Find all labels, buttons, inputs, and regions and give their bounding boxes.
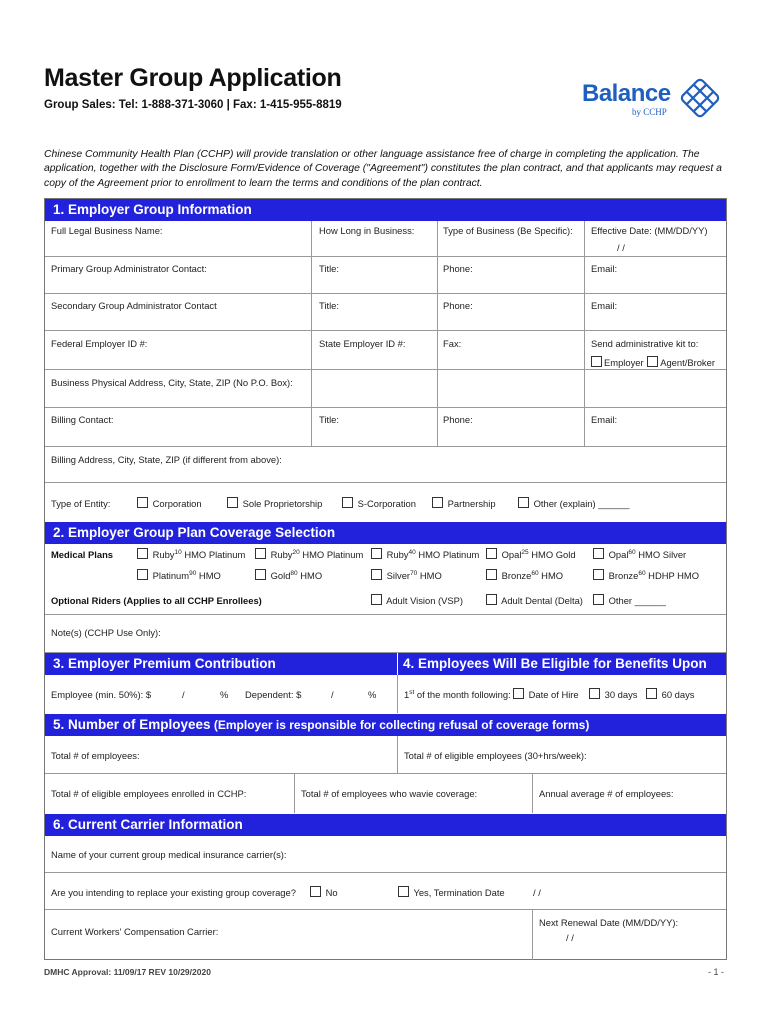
kit-employer-option[interactable]: Employer Agent/Broker (591, 356, 715, 369)
section-1-header: 1. Employer Group Information (45, 199, 726, 221)
plan-bronze60-hdhp-option[interactable]: Bronze$^{60}$ HDHP HMO (593, 569, 699, 582)
row-divider (45, 407, 726, 408)
annual-average-field[interactable]: Annual average # of employees: (539, 788, 674, 799)
federal-id-field[interactable]: Federal Employer ID #: (51, 338, 148, 349)
checkbox[interactable] (593, 594, 604, 605)
total-employees-field[interactable]: Total # of employees: (51, 750, 140, 761)
rider-vision-option[interactable]: Adult Vision (VSP) (371, 594, 463, 607)
plan-silver70-option[interactable]: Silver$^{70}$ HMO (371, 569, 442, 582)
row-divider (45, 446, 726, 447)
eligibility-60-days-option[interactable]: 60 days (646, 688, 694, 701)
percent-sign: % (368, 689, 377, 700)
kit-employer-checkbox[interactable] (591, 356, 602, 367)
employee-contribution-field[interactable]: Employee (min. 50%): $ (51, 689, 152, 700)
plan-opal60-option[interactable]: Opal$^{60}$ HMO Silver (593, 548, 686, 561)
divider (294, 773, 295, 813)
checkbox[interactable] (137, 548, 148, 559)
checkbox[interactable] (137, 497, 148, 508)
entity-partnership-option[interactable]: Partnership (432, 497, 496, 510)
primary-email-field[interactable]: Email: (591, 263, 618, 274)
checkbox[interactable] (371, 594, 382, 605)
plan-platinum90-option[interactable]: Platinum$^{90}$ HMO (137, 569, 221, 582)
plan-ruby40-option[interactable]: Ruby$^{40}$ HMO Platinum (371, 548, 479, 561)
primary-phone-field[interactable]: Phone: (443, 263, 473, 274)
plan-ruby10-option[interactable]: Ruby$^{10}$ HMO Platinum (137, 548, 245, 561)
fax-field[interactable]: Fax: (443, 338, 462, 349)
checkbox[interactable] (589, 688, 600, 699)
row-divider (45, 872, 726, 873)
rider-dental-option[interactable]: Adult Dental (Delta) (486, 594, 583, 607)
page-title: Master Group Application (44, 64, 342, 92)
intro-paragraph: Chinese Community Health Plan (CCHP) will provide translation or other language assistance free of charge in completing the application. The application, together with the Disclosure Form/Evidence of Coverage ("Agreement") constitutes the plan contract, and that applicants may request a copy of the Agreement prior to enrollment to learn the terms and conditions of the plan contract. (44, 149, 722, 189)
plan-bronze60-option[interactable]: Bronze$^{60}$ HMO (486, 569, 563, 582)
primary-title-field[interactable]: Title: (319, 263, 339, 274)
primary-admin-field[interactable]: Primary Group Administrator Contact: (51, 263, 207, 274)
checkbox[interactable] (513, 688, 524, 699)
checkbox[interactable] (593, 569, 604, 580)
checkbox[interactable] (398, 886, 409, 897)
application-form (44, 198, 727, 960)
physical-address-field[interactable]: Business Physical Address, City, State, ZIP (No P.O. Box): (51, 377, 293, 388)
replace-yes-option[interactable]: Yes, Termination Date (398, 886, 505, 899)
row-divider (45, 369, 726, 370)
checkbox[interactable] (486, 548, 497, 559)
billing-contact-field[interactable]: Billing Contact: (51, 414, 114, 425)
group-sales-contact: Group Sales: Tel: 1-888-371-3060 | Fax: 1-415-955-8819 (44, 99, 342, 111)
logo-byline: by CCHP (632, 107, 667, 117)
balance-logo (580, 78, 720, 122)
divider (532, 773, 533, 813)
type-of-business-field[interactable]: Type of Business (Be Specific): (443, 225, 573, 236)
entity-other-option[interactable]: Other (explain) ______ (518, 497, 630, 510)
section-6-header: 6. Current Carrier Information (45, 814, 726, 836)
entity-type-label: Type of Entity: (51, 498, 111, 509)
checkbox[interactable] (371, 548, 382, 559)
plan-ruby20-option[interactable]: Ruby$^{20}$ HMO Platinum (255, 548, 363, 561)
replace-no-option[interactable]: No (310, 886, 338, 899)
section-5-header: 5. Number of Employees (Employer is responsible for collecting refusal of coverage forms) (45, 714, 726, 736)
carrier-name-field[interactable]: Name of your current group medical insurance carrier(s): (51, 849, 287, 860)
checkbox[interactable] (137, 569, 148, 580)
divider (397, 736, 398, 773)
row-divider (45, 909, 726, 910)
secondary-email-field[interactable]: Email: (591, 300, 618, 311)
checkbox[interactable] (646, 688, 657, 699)
divider (311, 407, 312, 446)
secondary-phone-field[interactable]: Phone: (443, 300, 473, 311)
legal-name-field[interactable]: Full Legal Business Name: (51, 225, 163, 236)
termination-date-slashes: / / (533, 887, 541, 898)
notes-field[interactable]: Note(s) (CCHP Use Only): (51, 627, 161, 638)
workers-comp-field[interactable]: Current Workers' Compensation Carrier: (51, 926, 219, 937)
billing-phone-field[interactable]: Phone: (443, 414, 473, 425)
row-divider (45, 293, 726, 294)
row-divider (45, 482, 726, 483)
row-divider (45, 330, 726, 331)
page-number: - 1 - (708, 967, 725, 977)
diamond-lattice-icon (680, 78, 720, 118)
send-kit-label: Send administrative kit to: (591, 338, 699, 349)
billing-email-field[interactable]: Email: (591, 414, 618, 425)
state-id-field[interactable]: State Employer ID #: (319, 338, 406, 349)
divider (437, 407, 438, 446)
enrolled-employees-field[interactable]: Total # of eligible employees enrolled in CCHP: (51, 788, 247, 799)
entity-sole-prop-option[interactable]: Sole Proprietorship (227, 497, 322, 510)
divider (437, 221, 438, 407)
section-3-header: 3. Employer Premium Contribution (45, 653, 397, 675)
dmhc-approval: DMHC Approval: 11/09/17 REV 10/29/2020 (44, 967, 211, 977)
billing-title-field[interactable]: Title: (319, 414, 339, 425)
row-divider (45, 773, 726, 774)
row-divider (45, 256, 726, 257)
checkbox[interactable] (486, 569, 497, 580)
checkbox[interactable] (255, 548, 266, 559)
percent-sign: % (220, 689, 229, 700)
divider (397, 675, 398, 713)
eligible-employees-field[interactable]: Total # of eligible employees (30+hrs/week): (404, 750, 587, 761)
checkbox[interactable] (371, 569, 382, 580)
entity-corporation-option[interactable]: Corporation (137, 497, 202, 510)
divider (584, 407, 585, 446)
checkbox[interactable] (486, 594, 497, 605)
secondary-title-field[interactable]: Title: (319, 300, 339, 311)
divider (532, 909, 533, 960)
medical-plans-label: Medical Plans (51, 549, 114, 560)
waive-coverage-field[interactable]: Total # of employees who wavie coverage: (301, 788, 478, 799)
optional-riders-label: Optional Riders (Applies to all CCHP Enrollees) (51, 595, 262, 606)
kit-agent-checkbox[interactable] (647, 356, 658, 367)
dependent-contribution-field[interactable]: Dependent: $ (245, 689, 302, 700)
checkbox[interactable] (432, 497, 443, 508)
renewal-date-field[interactable]: Next Renewal Date (MM/DD/YY): (539, 917, 679, 928)
divider (311, 221, 312, 407)
checkbox[interactable] (310, 886, 321, 897)
checkbox[interactable] (255, 569, 266, 580)
eligibility-30-days-option[interactable]: 30 days (589, 688, 637, 701)
effective-date-field[interactable]: Effective Date: (MM/DD/YY) (591, 225, 708, 236)
plan-gold80-option[interactable]: Gold$^{80}$ HMO (255, 569, 322, 582)
checkbox[interactable] (518, 497, 529, 508)
checkbox[interactable] (593, 548, 604, 559)
rider-other-option[interactable]: Other ______ (593, 594, 666, 607)
how-long-field[interactable]: How Long in Business: (319, 225, 415, 236)
replace-coverage-question: Are you intending to replace your existing group coverage? (51, 887, 296, 898)
checkbox[interactable] (342, 497, 353, 508)
slash: / (331, 689, 334, 700)
checkbox[interactable] (227, 497, 238, 508)
entity-s-corp-option[interactable]: S-Corporation (342, 497, 416, 510)
section-2-header: 2. Employer Group Plan Coverage Selection (45, 522, 726, 544)
row-divider (45, 614, 726, 615)
plan-opal25-option[interactable]: Opal$^{25}$ HMO Gold (486, 548, 576, 561)
section-4-header: 4. Employees Will Be Eligible for Benefits Upon (398, 653, 726, 675)
slash: / (182, 689, 185, 700)
eligibility-label: 1st of the month following: (404, 689, 511, 700)
logo-wordmark: Balance (582, 80, 671, 107)
effective-date-slashes: / / (617, 242, 625, 253)
secondary-admin-field[interactable]: Secondary Group Administrator Contact (51, 300, 217, 311)
eligibility-date-of-hire-option[interactable]: Date of Hire (513, 688, 579, 701)
divider (584, 221, 585, 407)
billing-address-field[interactable]: Billing Address, City, State, ZIP (if different from above): (51, 454, 282, 465)
renewal-date-slashes: / / (566, 932, 574, 943)
